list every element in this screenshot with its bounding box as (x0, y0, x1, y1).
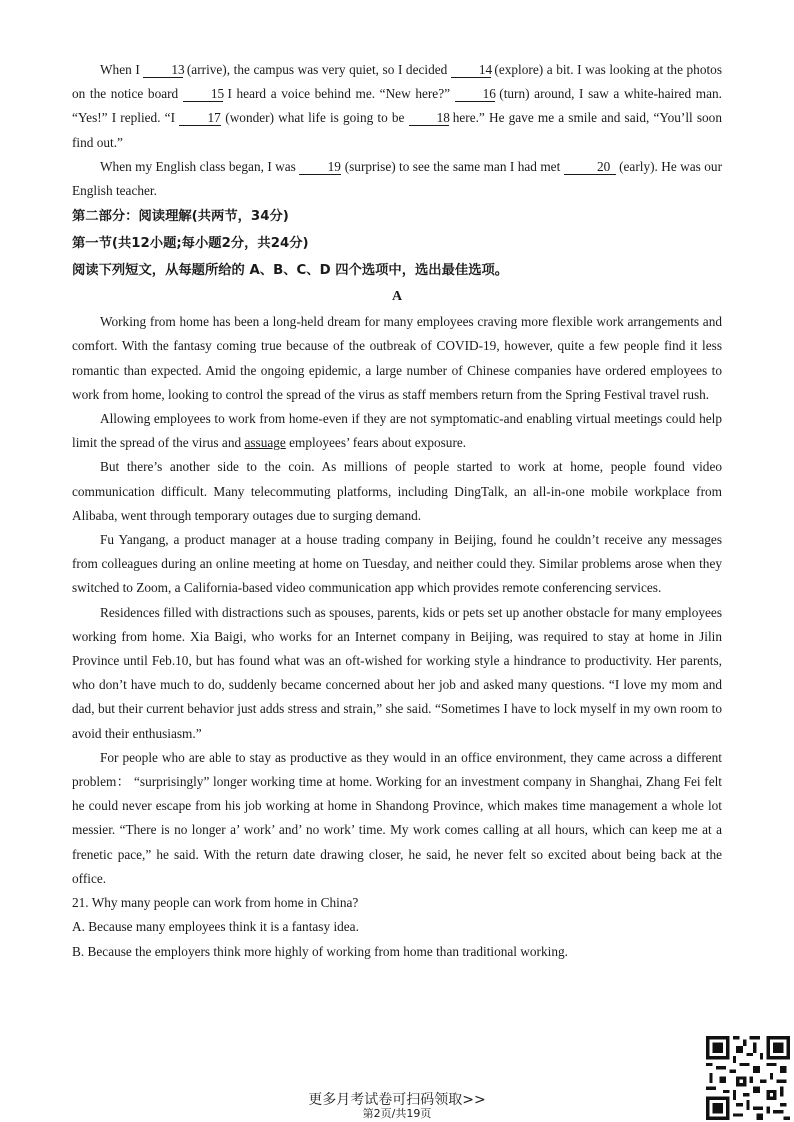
footer-promo: 更多月考试卷可扫码领取>> (308, 1092, 486, 1108)
blank-19[interactable]: 19 (299, 159, 341, 175)
blank-16[interactable]: 16 (455, 86, 495, 102)
blank-15[interactable]: 15 (183, 86, 223, 102)
subsection-heading: 第一节(共12小题;每小题2分，共24分) (72, 236, 309, 252)
question-21: 21. Why many people can work from home in China? (72, 895, 359, 911)
cloze-paragraph-1: When I 13 (arrive), the campus was very quiet, so I decided 14 (explore) a bit. I was looking at the photos on the notice board 15 I heard a voice behind me. “New here?” 16 (turn) around, I saw a white-haired man. “Yes!” I replied. “I 17 (wonder) what life is going to be 18 here.” He gave me a smile and said, “You’ll soon find out.” (72, 62, 723, 150)
underlined-word: assuage (244, 435, 286, 451)
passage-paragraph-3: But there’s another side to the coin. As millions of people started to work at home, people found video communication difficult. Many telecommuting platforms, including DingTalk, an all-in-one mobile workplace from Alibaba, went through temporary outages due to surging demand. (72, 459, 722, 523)
passage-paragraph-2: Allowing employees to work from home-even if they are not symptomatic-and enabling virtual meetings could help limit the spread of the virus and assuage employees’ fears about exposure. (72, 411, 722, 451)
passage-paragraph-6: For people who are able to stay as productive as they would in an office environment, they came across a different problem： “surprisingly” longer working time at home. Working for an investment company in Shanghai, Zhang Fei felt he could never escape from his job working at home in Shandong Province, which makes time management a whole lot messier. “There is no longer a’ work’ and’ no work’ time. My work comes calling at all hours, which can keep me at a frenetic pace,” he said. With the return date drawing closer, he said, he never felt so excited about being back at the office. (72, 749, 722, 886)
option-b[interactable]: B. Because the employers think more highly of working from home than traditional working. (72, 943, 568, 959)
blank-17[interactable]: 17 (179, 110, 221, 126)
exam-page (72, 58, 722, 964)
passage-paragraph-4: Fu Yangang, a product manager at a house trading company in Beijing, found he couldn’t receive any messages from colleagues during an online meeting at home on Tuesday, and neither could they. Similar problems arose when they switched to Zoom, a California-based video communication app which provides remote conferencing services. (72, 532, 722, 596)
blank-13[interactable]: 13 (143, 62, 183, 78)
blank-18[interactable]: 18 (409, 110, 449, 126)
cloze-paragraph-2: When my English class began, I was 19 (surprise) to see the same man I had met 20 (early). He was our English teacher. (72, 158, 722, 199)
instruction: 阅读下列短文，从每题所给的 A、B、C、D 四个选项中，选出最佳选项。 (72, 263, 509, 279)
page-number: 第2页/共19页 (362, 1107, 432, 1120)
blank-20[interactable]: 20 (564, 159, 616, 175)
section-heading: 第二部分：阅读理解(共两节，34分) (72, 209, 289, 225)
passage-paragraph-5: Residences filled with distractions such as spouses, parents, kids or pets set up another obstacle for many employees working from home. Xia Baigi, who works for an Internet company in Beijing, was required to stay at home in Jilin Province until Feb.10, but has found what was an oft-wished for working style a hindrance to productivity. Her parents, who don’t have much to do, suddenly became concerned about her job and asked many questions. “I love my mom and dad, but their current behavior just adds stress and strain,” she said. “Sometimes I have to lock myself in my own room to avoid their enthusiasm.” (72, 604, 722, 741)
option-a[interactable]: A. Because many employees think it is a fantasy idea. (72, 919, 359, 935)
passage-label: A (391, 289, 403, 305)
blank-14[interactable]: 14 (451, 62, 491, 78)
passage-paragraph-1: Working from home has been a long-held dream for many employees craving more flexible work arrangements and comfort. With the fantasy coming true because of the outbreak of COVID-19, however, quite a few people find it less romantic than expected. Amid the ongoing epidemic, a large number of Chinese companies have ordered employees to work from home, looking to control the spread of the virus as staff members return from the Spring Festival travel rush. (72, 314, 722, 402)
